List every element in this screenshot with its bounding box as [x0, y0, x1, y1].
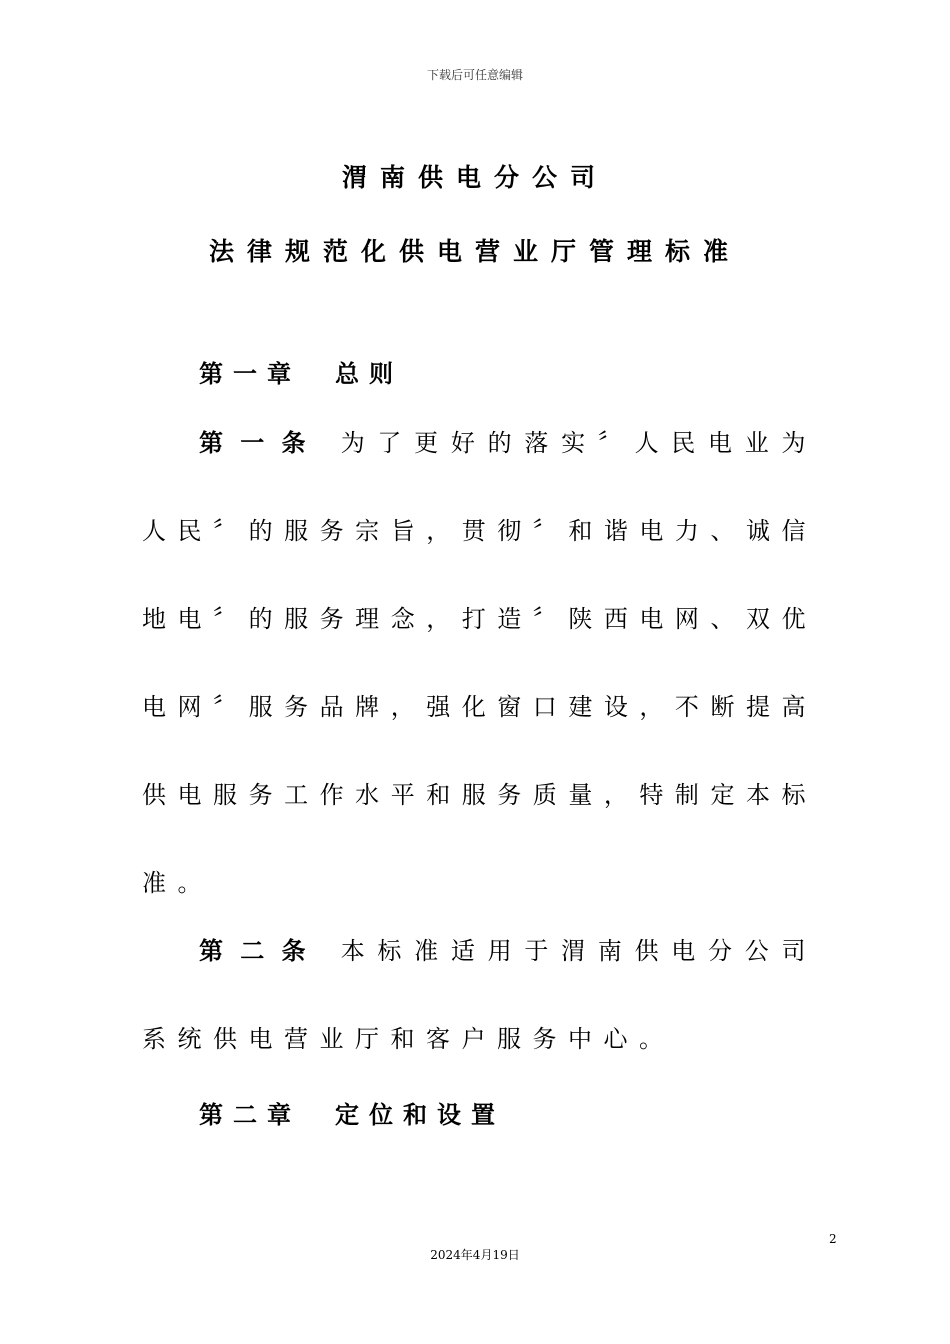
footer-date: 2024年4月19日: [430, 1248, 520, 1262]
article-1-paragraph: [142, 399, 817, 927]
document-subtitle: 法律规范化供电营业厅管理标准: [208, 237, 741, 266]
article-2-text: 本标准适用于渭南供电分公司系统供电营业厅和客户服务中心。: [142, 937, 818, 1053]
article-1-text: 为了更好的落实〞人民电业为人民〞的服务宗旨，贯彻〞和谐电力、诚信地电〞的服务理念，打造〞陕西电网、双优电网〞服务品牌，强化窗口建设，不断提高供电服务工作水平和服务质量，特制定本标准。: [142, 429, 818, 897]
chapter-1-heading: [199, 354, 403, 389]
chapter-2-heading: [199, 1095, 505, 1130]
header-note: 下载后可任意编辑: [426, 68, 523, 82]
chapter-2-number: 第二章: [199, 1101, 301, 1129]
chapter-1-number: 第一章: [199, 360, 301, 388]
article-2-label: 第二条: [199, 937, 323, 965]
chapter-1-name: 总则: [335, 360, 403, 388]
article-1-label: 第一条: [199, 429, 323, 457]
document-title: 渭南供电分公司: [341, 163, 608, 192]
chapter-2-name: 定位和设置: [335, 1101, 505, 1129]
article-2-paragraph: [142, 907, 817, 1083]
page-number: 2: [829, 1232, 837, 1246]
